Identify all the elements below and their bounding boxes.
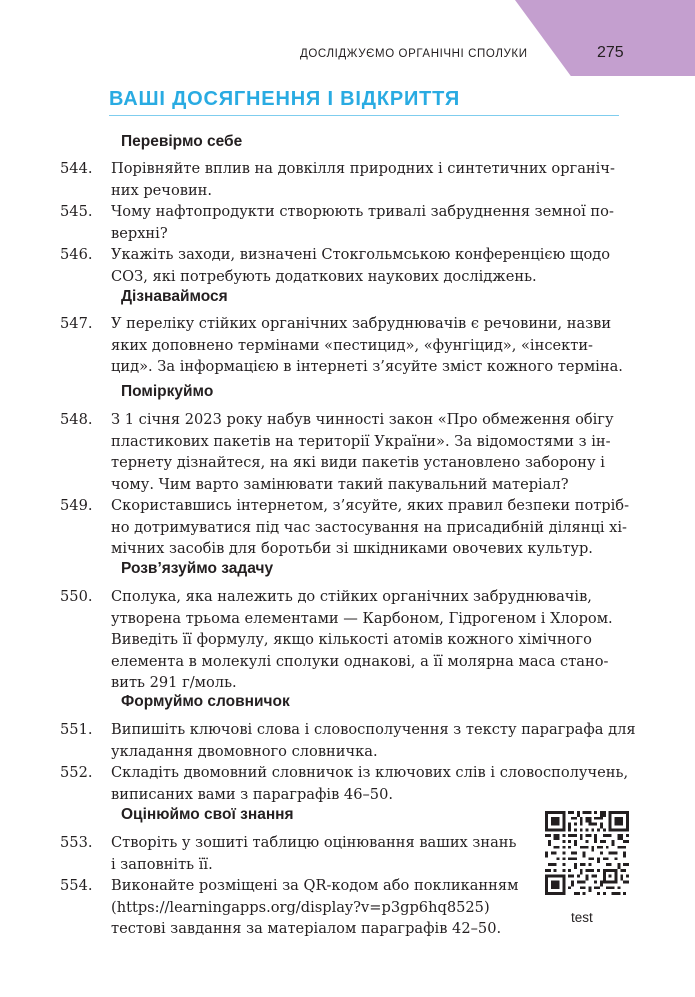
- task-line: виписаних вами з параграфів 46–50.: [111, 785, 394, 803]
- task-line: цид». За інформацією в інтернеті з’ясуйте зміст кожного терміна.: [111, 358, 623, 375]
- task-552: [60, 762, 635, 805]
- page-number: 275: [597, 44, 624, 61]
- task-link[interactable]: (https://learningapps.org/display?v=p3gp6hq8525): [111, 898, 490, 916]
- task-line: но дотримуватися під час застосування на присадибній ділянці хі-: [111, 518, 627, 536]
- title-divider: [109, 115, 619, 116]
- heading-check-yourself: Перевірмо себе: [121, 133, 243, 150]
- task-547: [60, 313, 635, 378]
- task-line: елемента в молекулі сполуки однакові, а її молярна маса стано-: [111, 652, 609, 670]
- task-line: них речовин.: [111, 181, 213, 199]
- task-line: вить 291 г/моль.: [111, 674, 237, 691]
- task-line: тернету дізнайтеся, на які види пакетів установлено заборону і: [111, 454, 605, 471]
- heading-build-glossary: Формуймо словничок: [121, 693, 290, 710]
- task-number: 554.: [60, 877, 93, 894]
- task-550: [60, 586, 635, 694]
- task-line: СОЗ, які потребують додаткових наукових досліджень.: [111, 267, 537, 285]
- task-number: 544.: [60, 160, 93, 177]
- running-head: ДОСЛІДЖУЄМО ОРГАНІЧНІ СПОЛУКИ: [300, 48, 528, 60]
- task-line: Укажіть заходи, визначені Стокгольмською конференцією щодо: [111, 246, 611, 263]
- task-number: 550.: [60, 588, 93, 605]
- task-number: 548.: [60, 411, 93, 428]
- task-551: [60, 719, 635, 762]
- task-546: [60, 244, 635, 287]
- task-line: Випишіть ключові слова і словосполучення з тексту параграфа для: [111, 721, 636, 738]
- task-line: утворена трьома елементами — Карбоном, Гідрогеном і Хлором.: [111, 609, 613, 627]
- task-number: 549.: [60, 497, 93, 514]
- corner-tab: [515, 0, 695, 76]
- task-line: Скориставшись інтернетом, з’ясуйте, яких правил безпеки потріб-: [111, 497, 630, 514]
- task-548: [60, 409, 635, 495]
- task-line: Створіть у зошиті таблицю оцінювання ваших знань: [111, 834, 517, 851]
- task-line: чому. Чим варто замінювати такий пакувальний матеріал?: [111, 475, 569, 493]
- task-number: 547.: [60, 315, 93, 332]
- task-line: У переліку стійких органічних забруднювачів є речовини, назви: [111, 315, 612, 332]
- task-line: З 1 січня 2023 року набув чинності закон «Про обмеження обігу: [111, 411, 614, 428]
- task-line: Виконайте розміщені за QR-кодом або покликанням: [111, 877, 519, 894]
- task-number: 552.: [60, 764, 93, 781]
- task-line: і заповніть її.: [111, 855, 213, 873]
- heading-learn: Дізнаваймося: [121, 288, 228, 305]
- task-line: верхні?: [111, 224, 168, 242]
- task-line: Порівняйте вплив на довкілля природних і синтетичних органіч-: [111, 160, 615, 177]
- task-line: тестові завдання за матеріалом параграфів 42–50.: [111, 920, 502, 937]
- task-544: [60, 158, 635, 201]
- task-line: Чому нафтопродукти створюють тривалі забруднення земної по-: [111, 203, 614, 220]
- task-line: яких доповнено термінами «пестицид», «фунгіцид», «інсекти-: [111, 336, 593, 354]
- task-545: [60, 201, 635, 244]
- task-line: Виведіть її формулу, якщо кількості атомів кожного хімічного: [111, 631, 592, 648]
- heading-solve-problem: Розв’язуймо задачу: [121, 560, 274, 577]
- task-line: укладання двомовного словничка.: [111, 742, 378, 760]
- qr-caption: test: [571, 910, 593, 925]
- task-line: Сполука, яка належить до стійких органічних забруднювачів,: [111, 588, 592, 605]
- task-number: 551.: [60, 721, 93, 738]
- task-number: 545.: [60, 203, 93, 220]
- task-line: Складіть двомовний словничок із ключових слів і словосполучень,: [111, 764, 629, 781]
- task-number: 546.: [60, 246, 93, 263]
- heading-assess-knowledge: Оцінюймо свої знання: [121, 806, 294, 823]
- qr-code[interactable]: [545, 811, 629, 895]
- task-549: [60, 495, 635, 560]
- section-title: ВАШІ ДОСЯГНЕННЯ І ВІДКРИТТЯ: [109, 88, 461, 110]
- task-line: пластикових пакетів на території України». За відомостями з ін-: [111, 432, 611, 450]
- task-line: мічних засобів для боротьби зі шкідниками овочевих культур.: [111, 540, 593, 557]
- qr-code-image: [545, 811, 629, 895]
- heading-think: Поміркуймо: [121, 383, 214, 400]
- task-number: 553.: [60, 834, 93, 851]
